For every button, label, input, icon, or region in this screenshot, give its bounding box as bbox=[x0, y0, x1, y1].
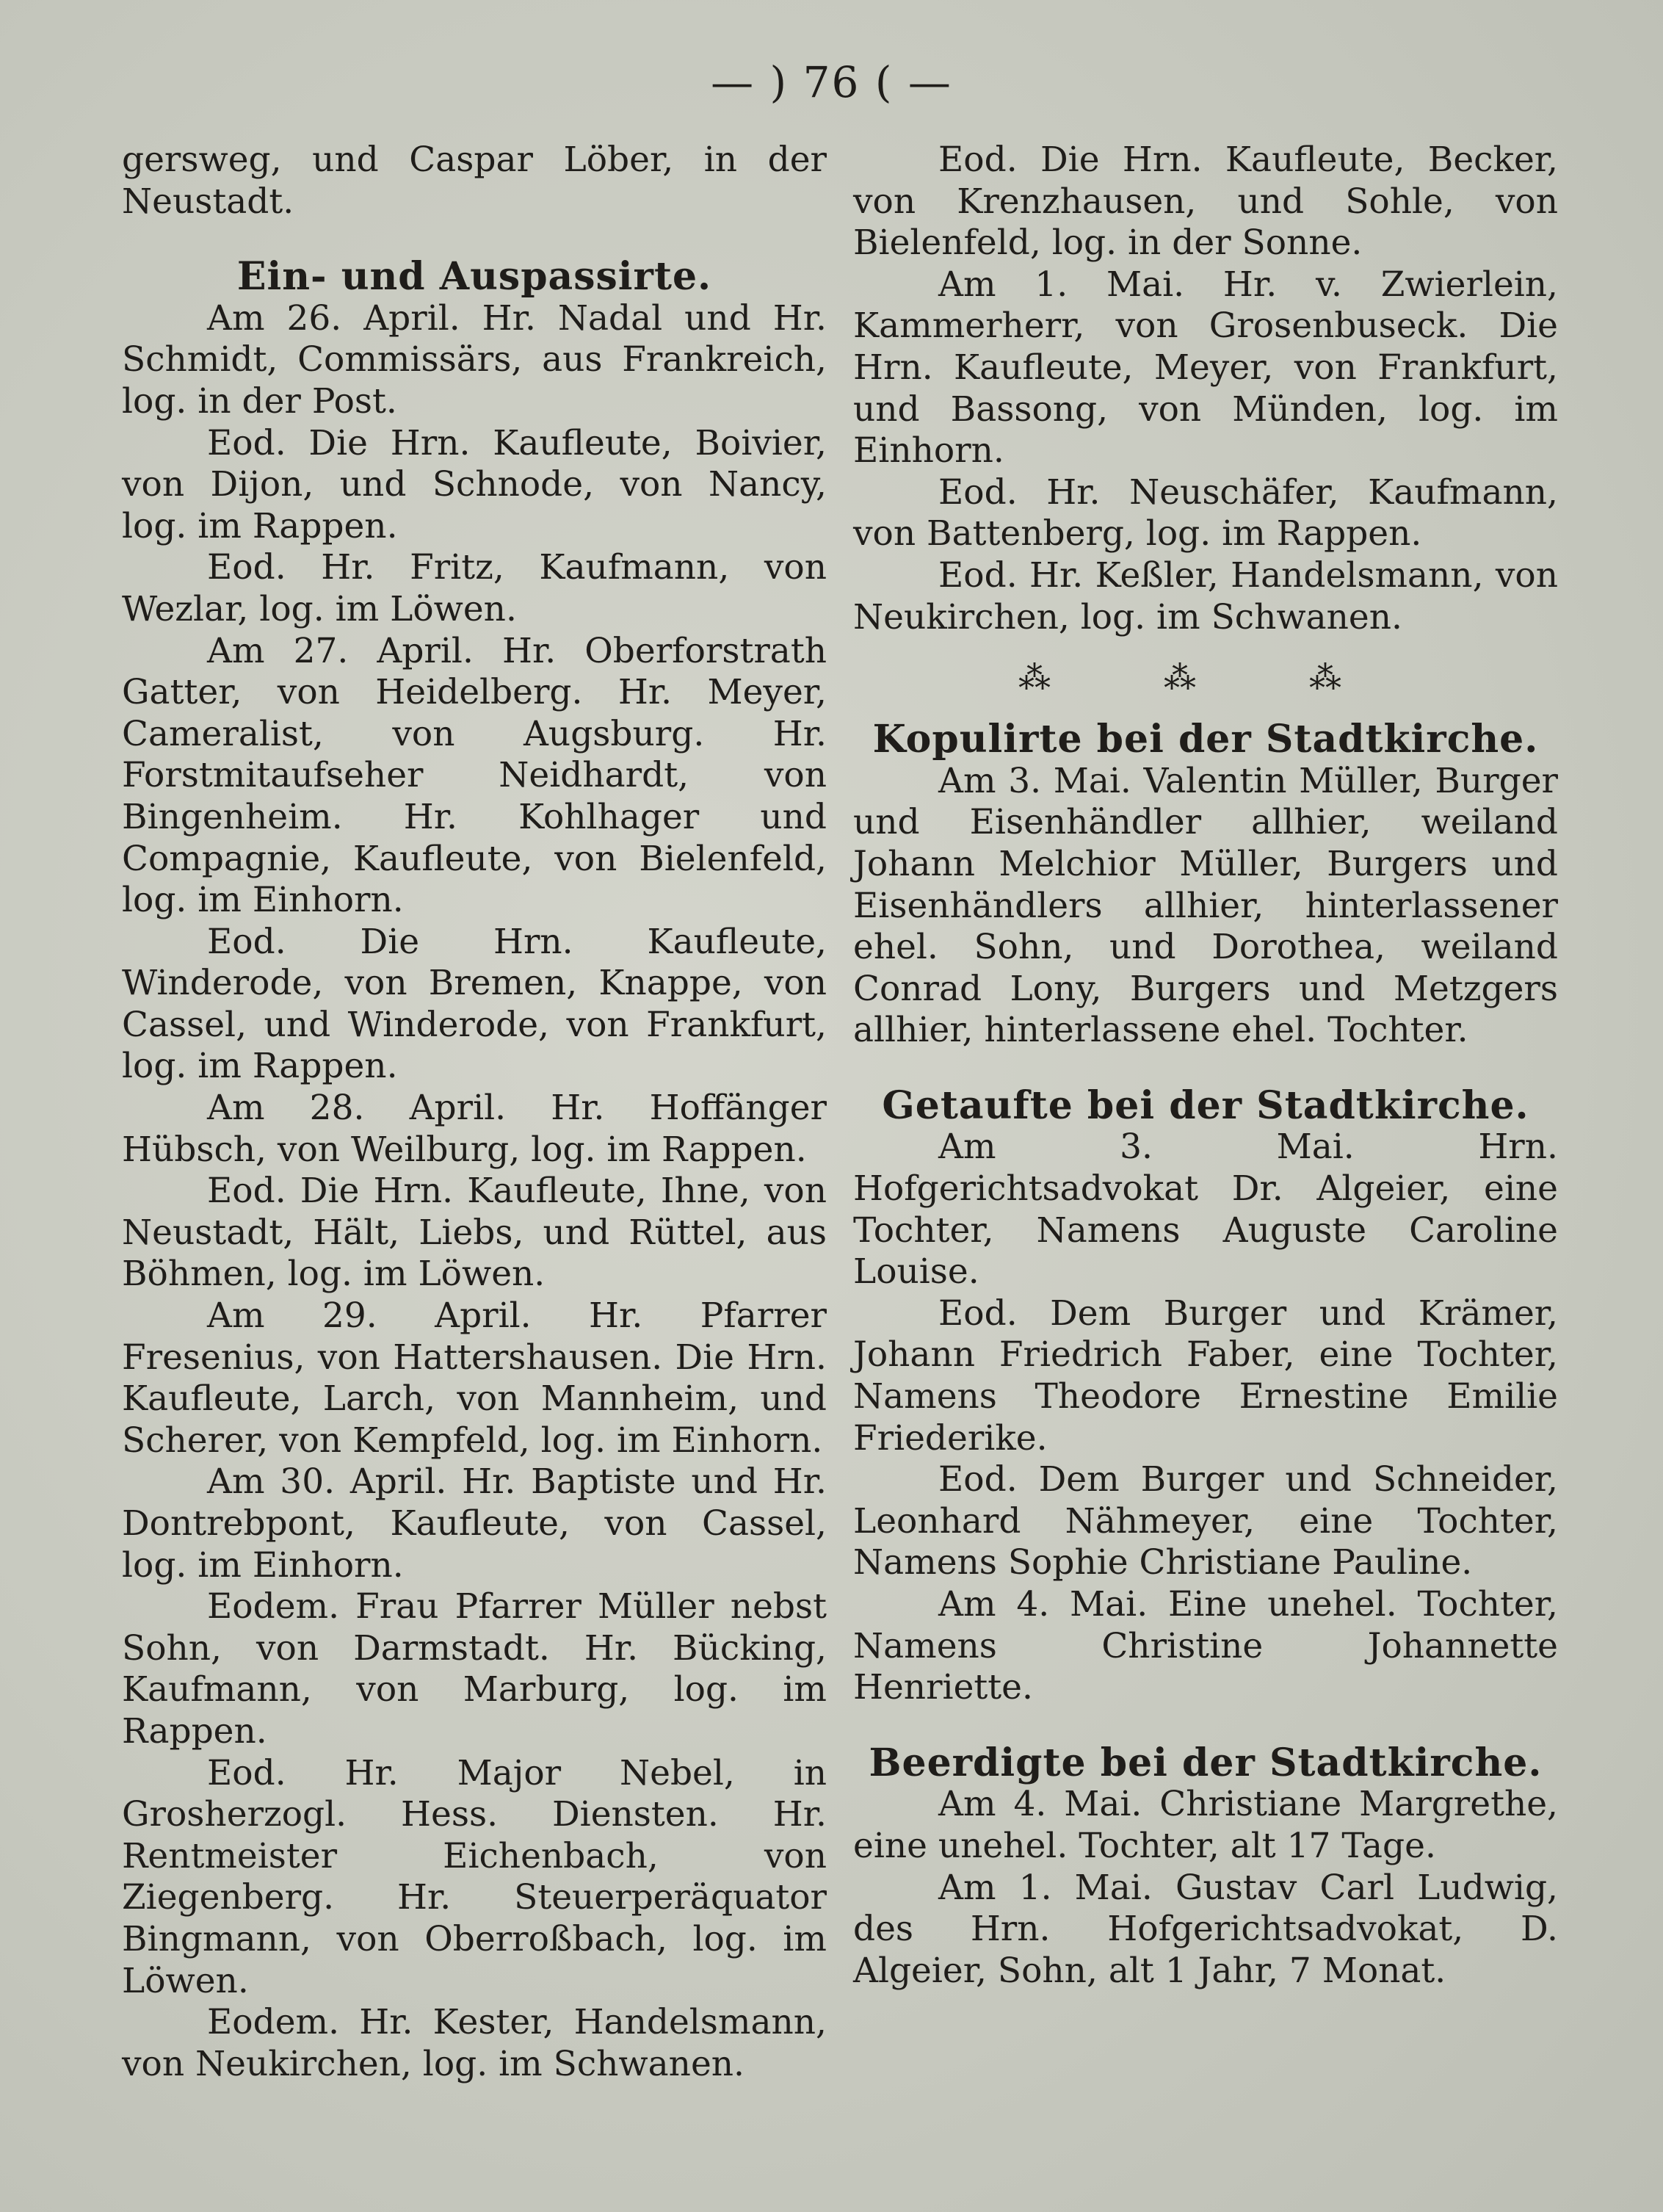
paragraph: Am 1. Mai. Gustav Carl Ludwig, des Hrn. Hofgerichtsadvokat, D. Algeier, Sohn, alt 1 Jahr, 7 Monat. bbox=[853, 1867, 1558, 1991]
right-column bbox=[853, 140, 1558, 1992]
section-heading-baptisms: Getaufte bei der Stadtkirche. bbox=[882, 1082, 1529, 1128]
paragraph: Eod. Die Hrn. Kaufleute, Ihne, von Neustadt, Hält, Liebs, und Rüttel, aus Böhmen, log. im Löwen. bbox=[122, 1171, 827, 1295]
paragraph: Am 4. Mai. Christiane Margrethe, eine unehel. Tochter, alt 17 Tage. bbox=[853, 1784, 1558, 1866]
paragraph: Am 3. Mai. Valentin Müller, Burger und Eisenhändler allhier, weiland Johann Melchior Müller, Burgers und Eisenhändlers allhier, hinterlassener ehel. Sohn, und Dorothea, weiland Conrad Lony, Burgers und Metzgers allhier, hinterlassene ehel. Tochter. bbox=[853, 760, 1558, 1051]
paragraph: Eod. Hr. Keßler, Handelsmann, von Neukirchen, log. im Schwanen. bbox=[853, 554, 1558, 637]
paragraph: Am 28. April. Hr. Hoffänger Hübsch, von Weilburg, log. im Rappen. bbox=[122, 1088, 827, 1170]
paragraph: Am 27. April. Hr. Oberforstrath Gatter, von Heidelberg. Hr. Meyer, Cameralist, von Augsburg. Hr. Forstmitaufseher Neidhardt, von Bingenheim. Hr. Kohlhager und Compagnie, Kaufleute, von Bielenfeld, log. im Einhorn. bbox=[122, 630, 827, 921]
paragraph: Eod. Die Hrn. Kaufleute, Winderode, von Bremen, Knappe, von Cassel, und Winderode, von Frankfurt, log. im Rappen. bbox=[122, 921, 827, 1087]
paragraph: Am 29. April. Hr. Pfarrer Fresenius, von Hattershausen. Die Hrn. Kaufleute, Larch, von Mannheim, und Scherer, von Kempfeld, log. im Einhorn. bbox=[122, 1295, 827, 1461]
paragraph: Am 1. Mai. Hr. v. Zwierlein, Kammerherr, von Grosenbuseck. Die Hrn. Kaufleute, Meyer, von Frankfurt, und Bassong, von Münden, log. im Einhorn. bbox=[853, 264, 1558, 471]
paragraph: Eod. Hr. Neuschäfer, Kaufmann, von Battenberg, log. im Rappen. bbox=[853, 471, 1558, 554]
paragraph: Eod. Hr. Fritz, Kaufmann, von Wezlar, log. im Löwen. bbox=[122, 547, 827, 629]
paragraph: Am 3. Mai. Hrn. Hofgerichtsadvokat Dr. Algeier, eine Tochter, Namens Auguste Caroline Louise. bbox=[853, 1127, 1558, 1293]
paragraph: Eod. Dem Burger und Schneider, Leonhard Nähmeyer, eine Tochter, Namens Sophie Christiane Pauline. bbox=[853, 1459, 1558, 1583]
paragraph: Am 30. April. Hr. Baptiste und Hr. Dontrebpont, Kaufleute, von Cassel, log. im Einhorn. bbox=[122, 1461, 827, 1586]
ornament-divider: ⁂ ⁂ ⁂ bbox=[1018, 659, 1393, 698]
paragraph: Am 26. April. Hr. Nadal und Hr. Schmidt, Commissärs, aus Frankreich, log. in der Post. bbox=[122, 297, 827, 422]
section-heading-burials: Beerdigte bei der Stadtkirche. bbox=[869, 1740, 1543, 1785]
page-header: — ) 76 ( — bbox=[711, 57, 952, 107]
intro-text: gersweg, und Caspar Löber, in der Neustadt. bbox=[122, 140, 827, 222]
paragraph: Eod. Die Hrn. Kaufleute, Boivier, von Dijon, und Schnode, von Nancy, log. im Rappen. bbox=[122, 422, 827, 546]
paragraph: Eod. Die Hrn. Kaufleute, Becker, von Krenzhausen, und Sohle, von Bielenfeld, log. in der Sonne. bbox=[853, 140, 1558, 264]
paragraph: Eod. Dem Burger und Krämer, Johann Friedrich Faber, eine Tochter, Namens Theodore Ernestine Emilie Friederike. bbox=[853, 1293, 1558, 1459]
paragraph: Eod. Hr. Major Nebel, in Grosherzogl. Hess. Diensten. Hr. Rentmeister Eichenbach, von Ziegenberg. Hr. Steuerperäquator Bingmann, von Oberroßbach, log. im Löwen. bbox=[122, 1752, 827, 2001]
section-heading-travellers: Ein- und Auspassirte. bbox=[236, 254, 712, 300]
paragraph: Am 4. Mai. Eine unehel. Tochter, Namens Christine Johannette Henriette. bbox=[853, 1584, 1558, 1708]
section-heading-marriages: Kopulirte bei der Stadtkirche. bbox=[872, 717, 1539, 762]
left-column bbox=[122, 140, 827, 2085]
paragraph: Eodem. Hr. Kester, Handelsmann, von Neukirchen, log. im Schwanen. bbox=[122, 2002, 827, 2084]
paragraph: Eodem. Frau Pfarrer Müller nebst Sohn, von Darmstadt. Hr. Bücking, Kaufmann, von Marburg, log. im Rappen. bbox=[122, 1586, 827, 1752]
